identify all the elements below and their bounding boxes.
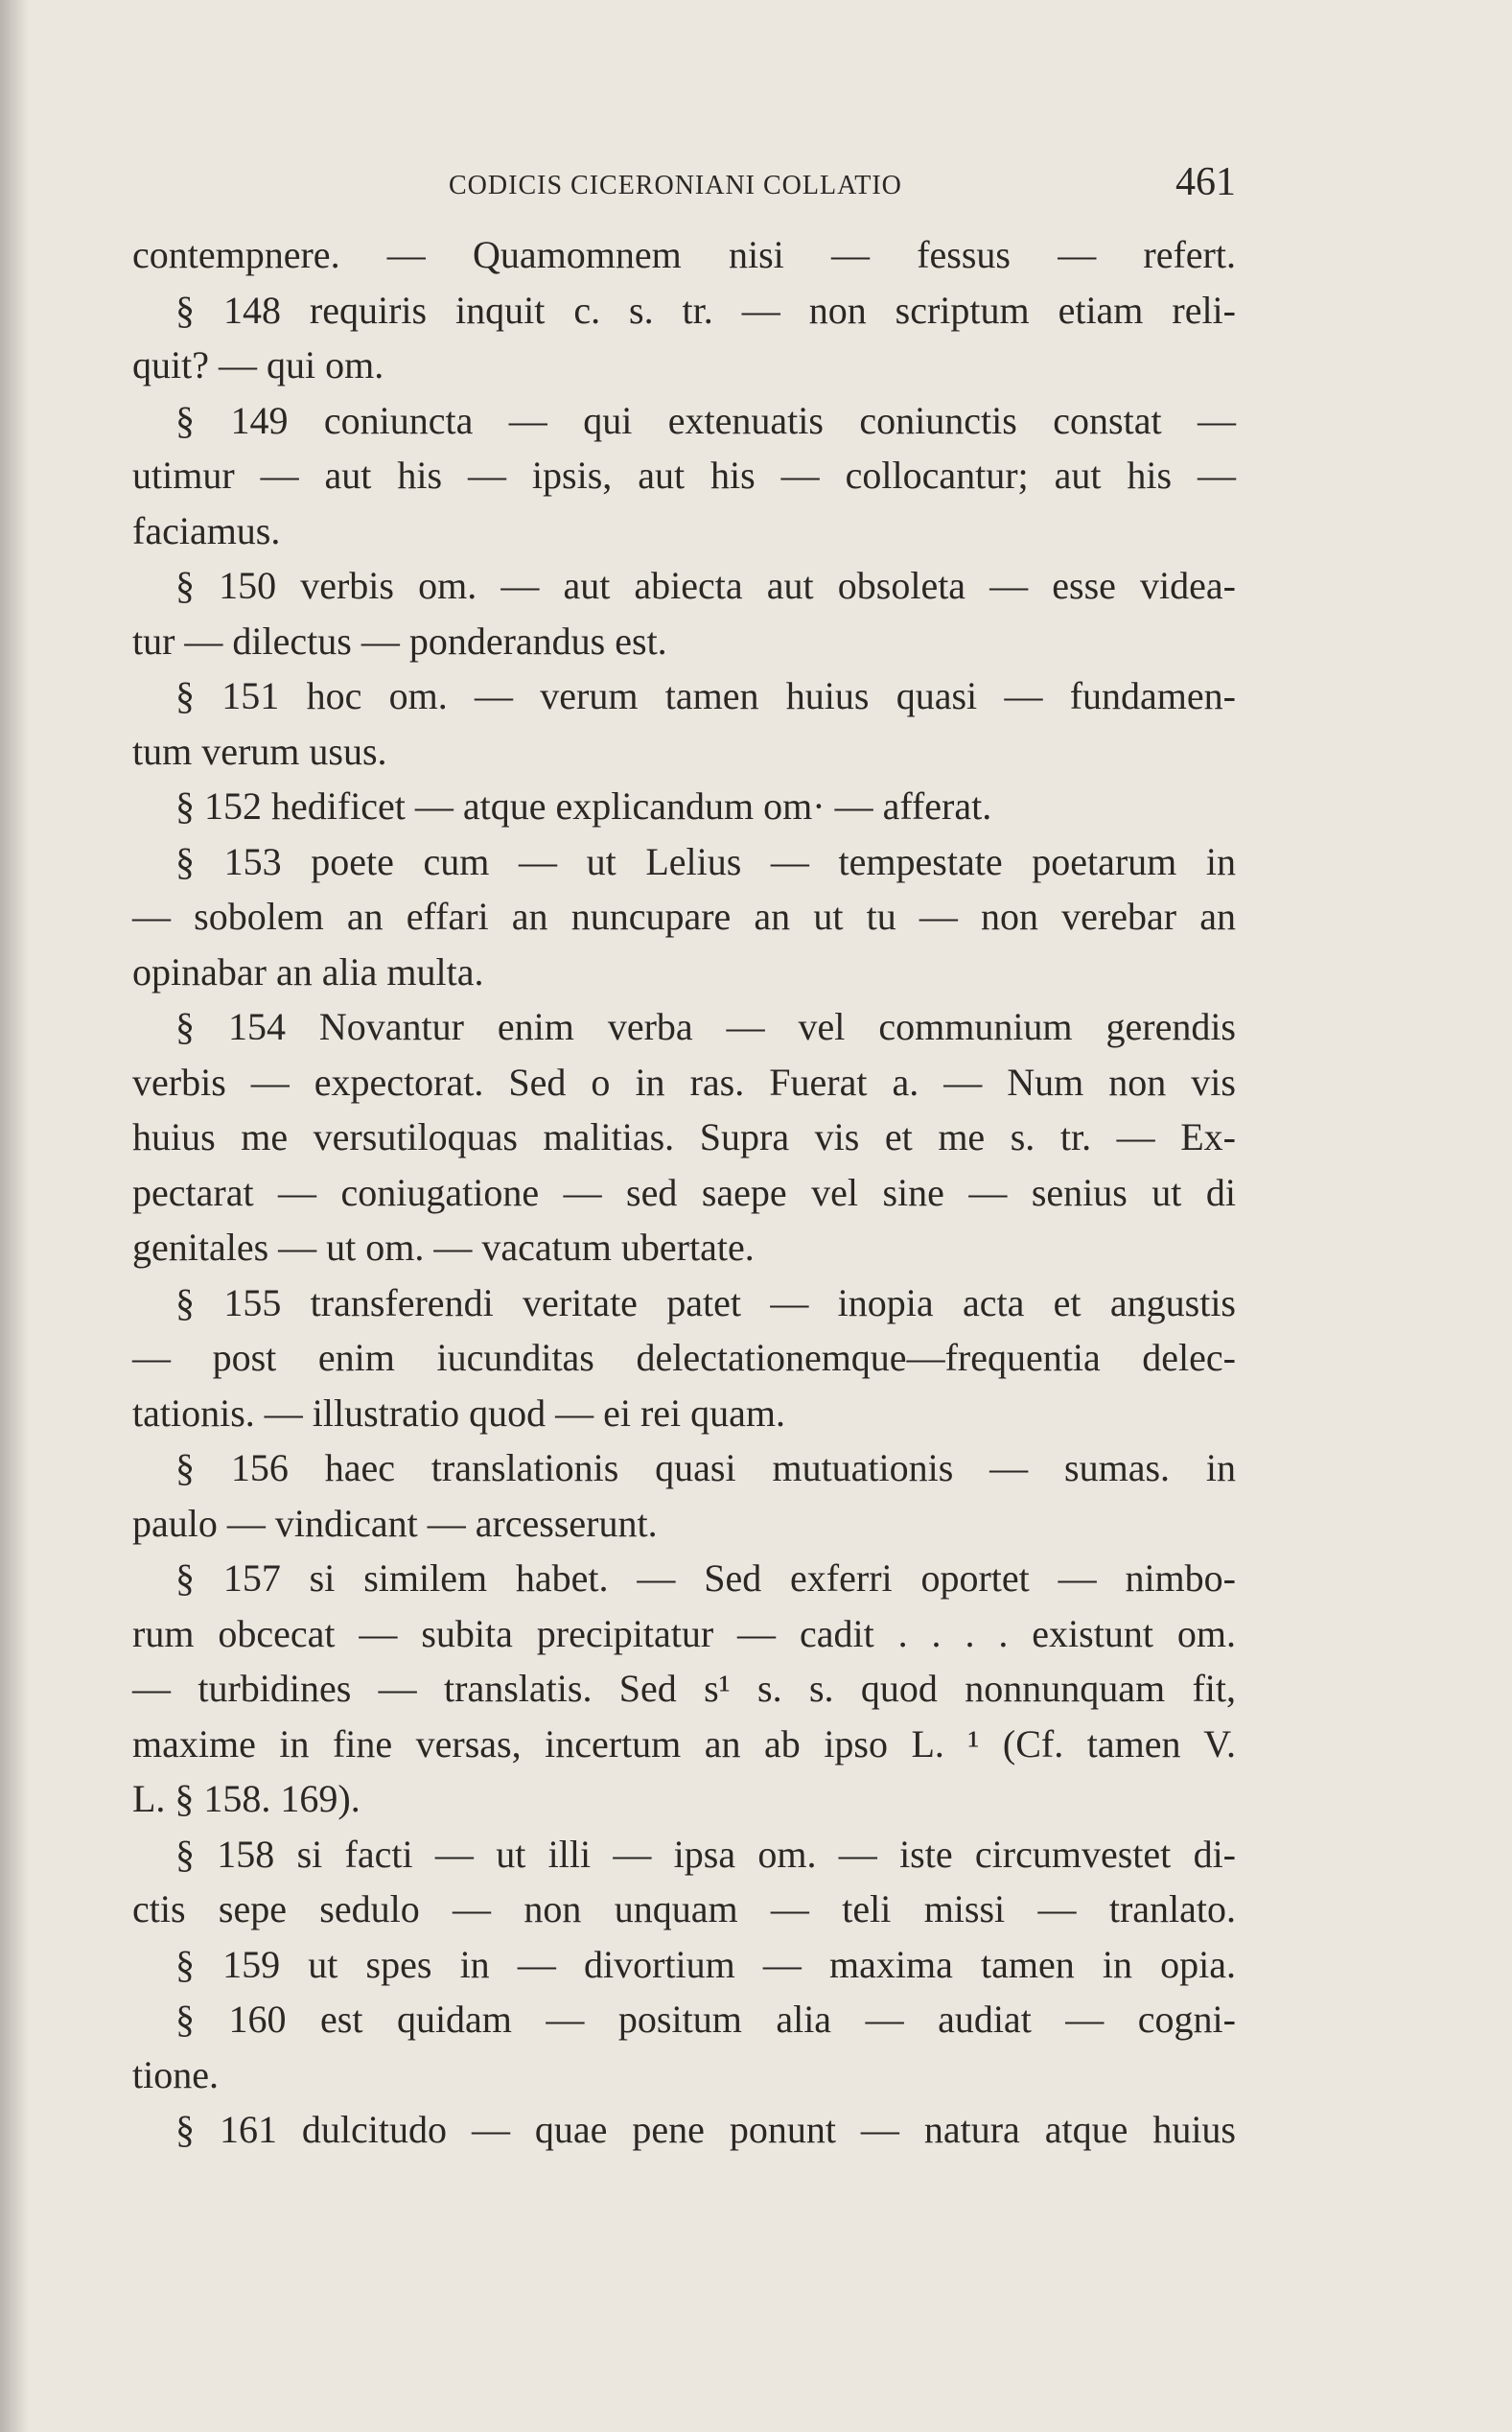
text-line: — turbidines — translatis. Sed s¹ s. s. quod nonnunquam fit,	[132, 1667, 1236, 1710]
text-line: rum obcecat — subita precipitatur — cadit . . . . existunt om.	[132, 1611, 1236, 1655]
text-line: tum verum usus.	[132, 729, 387, 773]
text-line: § 150 verbis om. — aut abiecta aut obsoleta — esse videa-	[175, 564, 1236, 607]
collation-text	[132, 227, 1236, 2158]
text-line: genitales — ut om. — vacatum ubertate.	[132, 1226, 755, 1269]
text-line: ctis sepe sedulo — non unquam — teli missi — tranlato.	[132, 1887, 1236, 1930]
text-line: § 155 transferendi veritate patet — inopia acta et angustis	[175, 1280, 1236, 1324]
text-line: huius me versutiloquas malitias. Supra vis et me s. tr. — Ex-	[132, 1115, 1236, 1158]
text-line: § 156 haec translationis quasi mutuationis — sumas. in	[175, 1446, 1236, 1489]
text-line: maxime in fine versas, incertum an ab ipso L. ¹ (Cf. tamen V.	[132, 1721, 1236, 1766]
text-line: tationis. — illustratio quod — ei rei quam.	[132, 1391, 786, 1435]
text-line: § 159 ut spes in — divortium — maxima tamen in opia.	[175, 1942, 1236, 1986]
text-line: — post enim iucunditas delectationemque—frequentia delec-	[132, 1336, 1236, 1379]
text-line: L. § 158. 169).	[132, 1777, 361, 1820]
text-line: utimur — aut his — ipsis, aut his — collocantur; aut his —	[132, 454, 1236, 497]
text-line: § 154 Novantur enim verba — vel communium gerendis	[175, 1005, 1236, 1048]
text-line: § 148 requiris inquit c. s. tr. — non scriptum etiam reli-	[175, 288, 1236, 332]
text-line: § 157 si similem habet. — Sed exferri oportet — nimbo-	[175, 1556, 1236, 1600]
text-line: § 151 hoc om. — verum tamen huius quasi — fundamen-	[175, 674, 1236, 717]
text-line: verbis — expectorat. Sed o in ras. Fuerat a. — Num non vis	[132, 1060, 1236, 1104]
text-line: faciamus.	[132, 508, 281, 552]
running-head: CODICIS CICERONIANI COLLATIO	[449, 171, 902, 200]
text-line: paulo — vindicant — arcesserunt.	[132, 1501, 658, 1545]
page-header	[132, 159, 1236, 209]
text-line: tur — dilectus — ponderandus est.	[132, 619, 667, 663]
text-line: § 152 hedificet — atque explicandum om· — afferat.	[175, 784, 992, 828]
text-line: — sobolem an effari an nuncupare an ut tu — non verebar an	[132, 895, 1236, 938]
text-line: pectarat — coniugatione — sed saepe vel sine — senius ut di	[132, 1170, 1236, 1214]
page-number: 461	[1175, 160, 1236, 204]
text-line: § 158 si facti — ut illi — ipsa om. — iste circumvestet di-	[175, 1832, 1236, 1876]
text-line: tione.	[132, 2052, 219, 2096]
text-line: quit? — qui om.	[132, 343, 384, 386]
text-line: § 149 coniuncta — qui extenuatis coniunctis constat —	[175, 398, 1236, 442]
text-line: § 160 est quidam — positum alia — audiat — cogni-	[175, 1998, 1236, 2041]
text-line: opinabar an alia multa.	[132, 949, 484, 994]
text-line: § 153 poete cum — ut Lelius — tempestate poetarum in	[175, 839, 1236, 883]
text-line: § 161 dulcitudo — quae pene ponunt — natura atque huius	[175, 2108, 1236, 2151]
text-line: contempnere. — Quamomnem nisi — fessus — refert.	[132, 233, 1236, 276]
page-gutter-shadow	[0, 0, 29, 2432]
